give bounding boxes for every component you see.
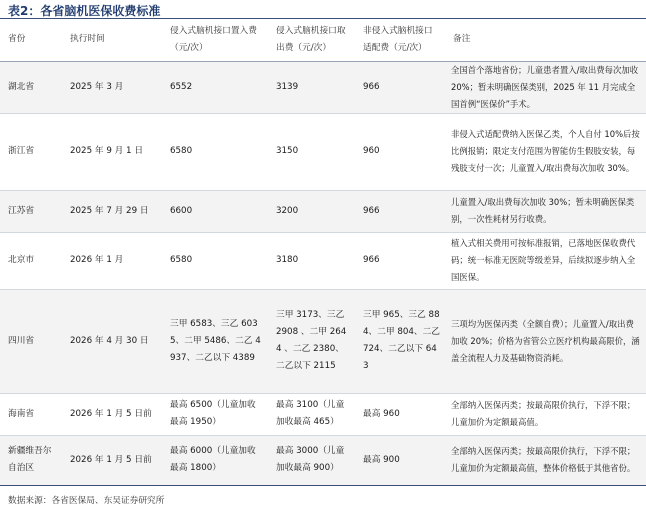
header-note: 备注 [453, 34, 471, 45]
header-removal-fee: 侵入式脑机接口取出费（元/次） [276, 25, 346, 53]
cell-removal: 3150 [268, 113, 355, 190]
cell-implant: 最高 6500（儿童加收最高 1950） [162, 393, 268, 435]
cell-province: 新疆维吾尔自治区 [0, 435, 62, 485]
table-row [0, 113, 646, 190]
header-row [0, 19, 646, 61]
cell-note: 全部纳入医保丙类；按最高限价执行，下浮不限；儿童加价为定额最高值。 [445, 393, 646, 435]
cell-time: 2026 年 1 月 5 日前 [62, 393, 162, 435]
cell-time: 2026 年 4 月 30 日 [62, 289, 162, 393]
table-row [0, 190, 646, 232]
cell-removal: 3139 [268, 61, 355, 113]
header-time: 执行时间 [70, 34, 105, 45]
cell-adapt: 最高 900 [355, 435, 445, 485]
cell-adapt: 三甲 965、三乙 884、二甲 804、二乙 724、二乙以下 643 [355, 289, 445, 393]
cell-note: 非侵入式适配费纳入医保乙类，个人自付 10%后按比例报销；限定支付范围为智能仿生假肢安装，每残肢支付一次；儿童置入/取出费每次加收 30%。 [445, 113, 646, 190]
cell-adapt: 966 [355, 232, 445, 289]
cell-note: 儿童置入/取出费每次加收 30%；暂未明确医保类别，一次性耗材另行收费。 [445, 190, 646, 232]
cell-implant: 三甲 6583、三乙 6035、二甲 5486、二乙 4937、二乙以下 4389 [162, 289, 268, 393]
header-adapt-fee: 非侵入式脑机接口适配费（元/次） [363, 25, 433, 53]
cell-province: 北京市 [0, 232, 62, 289]
header-province: 省份 [8, 34, 26, 45]
cell-adapt: 最高 960 [355, 393, 445, 435]
cell-note: 全国首个落地省份；儿童患者置入/取出费每次加收 20%；暂未明确医保类别，2025 年 11 月完成全国首例“医保价”手术。 [445, 61, 646, 113]
cell-note: 三项均为医保丙类（全额自费）；儿童置入/取出费加收 20%；价格为省管公立医疗机构最高限价，涵盖全流程人力及基础物资消耗。 [445, 289, 646, 393]
cell-note: 全部纳入医保丙类；按最高限价执行，下浮不限；儿童加价为定额最高值，整体价格低于其他省份。 [445, 435, 646, 485]
cell-adapt: 960 [355, 113, 445, 190]
cell-province: 四川省 [0, 289, 62, 393]
cell-removal: 3200 [268, 190, 355, 232]
cell-implant: 6600 [162, 190, 268, 232]
cell-province: 江苏省 [0, 190, 62, 232]
cell-implant: 6580 [162, 232, 268, 289]
cell-province: 海南省 [0, 393, 62, 435]
cell-removal: 最高 3000（儿童加收最高 900） [268, 435, 355, 485]
cell-adapt: 966 [355, 61, 445, 113]
source-note: 数据来源：各省医保局、东吴证券研究所 [8, 496, 165, 506]
table-row [0, 61, 646, 113]
cell-province: 湖北省 [0, 61, 62, 113]
cell-removal: 三甲 3173、三乙 2908 、二甲 2644 、二乙 2380、二乙以下 2115 [268, 289, 355, 393]
cell-adapt: 966 [355, 190, 445, 232]
table-row [0, 393, 646, 435]
cell-note: 植入式相关费用可按标准报销，已落地医保收费代码；统一标准无医院等级差异，后续拟逐步纳入全国医保。 [445, 232, 646, 289]
table-row [0, 232, 646, 289]
cell-implant: 最高 6000（儿童加收最高 1800） [162, 435, 268, 485]
fee-table [0, 19, 646, 486]
cell-time: 2025 年 9 月 1 日 [62, 113, 162, 190]
table-row [0, 435, 646, 485]
table-row [0, 289, 646, 393]
cell-time: 2025 年 3 月 [62, 61, 162, 113]
cell-time: 2026 年 1 月 5 日前 [62, 435, 162, 485]
cell-implant: 6552 [162, 61, 268, 113]
cell-implant: 6580 [162, 113, 268, 190]
cell-time: 2026 年 1 月 [62, 232, 162, 289]
cell-removal: 3180 [268, 232, 355, 289]
cell-province: 浙江省 [0, 113, 62, 190]
cell-removal: 最高 3100（儿童加收最高 465） [268, 393, 355, 435]
table-title: 表2：各省脑机医保收费标准 [8, 4, 161, 18]
cell-time: 2025 年 7 月 29 日 [62, 190, 162, 232]
header-implant-fee: 侵入式脑机接口置入费（元/次） [170, 25, 257, 53]
